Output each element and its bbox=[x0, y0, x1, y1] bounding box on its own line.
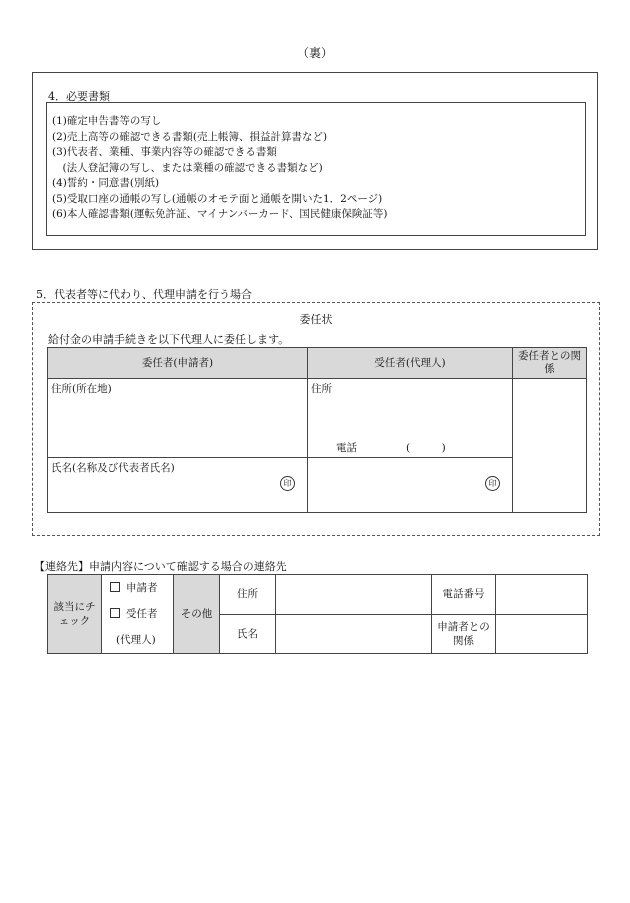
power-of-attorney-intro: 給付金の申請手続きを以下代理人に委任します。 bbox=[48, 333, 290, 346]
delegator-name-label: 氏名(名称及び代表者氏名) bbox=[51, 462, 175, 474]
contact-address-label: 住所 bbox=[220, 575, 276, 615]
agent-address-field[interactable] bbox=[308, 379, 513, 458]
seal-icon: 印 bbox=[280, 476, 295, 491]
option-applicant[interactable] bbox=[110, 575, 173, 601]
delegator-name-field[interactable] bbox=[48, 458, 308, 513]
delegator-address-field[interactable] bbox=[48, 379, 308, 458]
required-documents-list bbox=[52, 114, 387, 223]
option-applicant-label: 申請者 bbox=[126, 582, 158, 594]
contact-address-field[interactable] bbox=[276, 575, 432, 615]
other-label: その他 bbox=[174, 575, 220, 654]
contact-options bbox=[102, 575, 174, 654]
contact-table bbox=[47, 574, 588, 654]
relation-field[interactable] bbox=[513, 379, 587, 513]
power-of-attorney-table bbox=[47, 347, 587, 513]
list-item: (1)確定申告書等の写し bbox=[52, 115, 162, 127]
check-label-cell bbox=[48, 575, 102, 654]
proxy-section-heading: 5．代表者等に代わり、代理申請を行う場合 bbox=[36, 288, 252, 301]
option-agent[interactable] bbox=[110, 601, 173, 627]
list-item: (3)代表者、業種、事業内容等の確認できる書類 bbox=[52, 146, 277, 158]
agent-name-field[interactable] bbox=[308, 458, 513, 513]
required-documents-heading: 4．必要書類 bbox=[48, 90, 110, 103]
relation-column-header: 委任者との関係 bbox=[513, 348, 587, 379]
contact-relation-field[interactable] bbox=[496, 614, 588, 654]
contact-relation-label bbox=[432, 614, 496, 654]
agent-phone-parens: ( ) bbox=[406, 442, 446, 454]
list-item: (5)受取口座の通帳の写し(通帳のオモテ面と通帳を開いた1．2ページ) bbox=[52, 192, 383, 205]
list-item: (法人登記簿の写し、または業種の確認できる書類など) bbox=[52, 161, 323, 174]
contact-name-field[interactable] bbox=[276, 614, 432, 654]
list-item: (2)売上高等の確認できる書類(売上帳簿、損益計算書など) bbox=[52, 130, 328, 143]
agent-column-header: 受任者(代理人) bbox=[308, 348, 513, 379]
seal-icon: 印 bbox=[485, 476, 500, 491]
checkbox-applicant[interactable] bbox=[110, 582, 120, 592]
contact-phone-label: 電話番号 bbox=[432, 575, 496, 615]
list-item: (6)本人確認書類(運転免許証、マイナンバーカード、国民健康保険証等) bbox=[52, 208, 388, 220]
agent-address-label: 住所 bbox=[311, 383, 332, 395]
check-label: 該当にチェック bbox=[53, 601, 96, 627]
contact-heading: 【連絡先】申請内容について確認する場合の連絡先 bbox=[34, 560, 287, 573]
option-agent-note: (代理人) bbox=[116, 634, 156, 646]
option-agent-label: 受任者 bbox=[126, 608, 158, 620]
delegator-address-label: 住所(所在地) bbox=[51, 383, 112, 395]
delegator-column-header: 委任者(申請者) bbox=[48, 348, 308, 379]
contact-phone-field[interactable] bbox=[496, 575, 588, 615]
contact-name-label: 氏名 bbox=[220, 614, 276, 654]
list-item: (4)誓約・同意書(別紙) bbox=[52, 177, 160, 189]
checkbox-agent[interactable] bbox=[110, 608, 120, 618]
page-title: （裏） bbox=[296, 46, 333, 60]
contact-relation-text: 申請者との関係 bbox=[437, 620, 490, 647]
power-of-attorney-title: 委任状 bbox=[299, 313, 333, 326]
agent-phone-label: 電話 bbox=[336, 442, 357, 454]
